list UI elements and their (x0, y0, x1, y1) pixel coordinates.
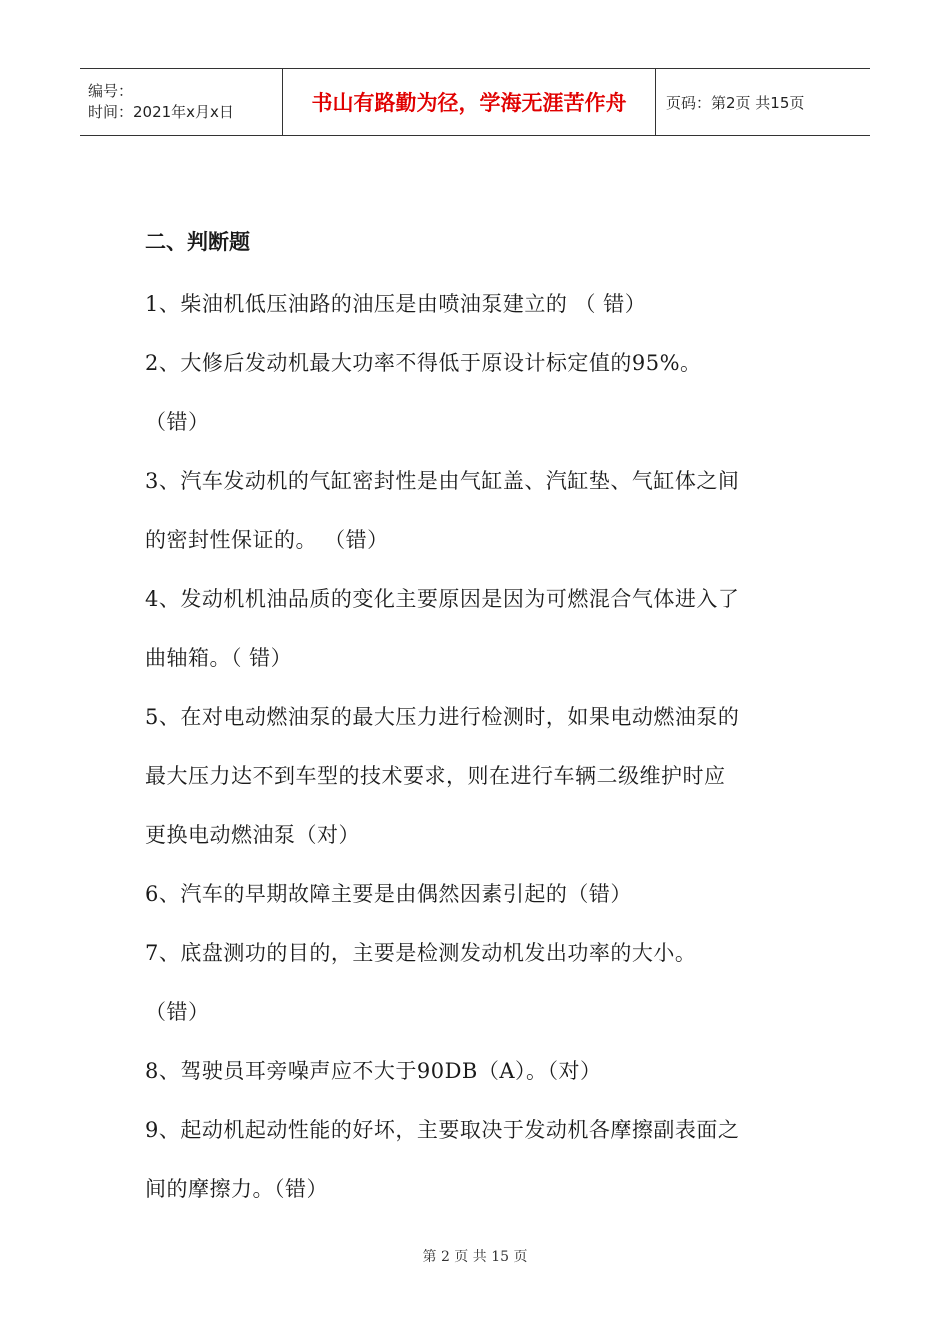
text-line: （错） (145, 1000, 210, 1024)
text-line: （错） (145, 410, 210, 434)
text-line: 2、大修后发动机最大功率不得低于原设计标定值的95%。 (145, 351, 702, 375)
header-page-number: 页码：第2页 共15页 (666, 93, 805, 112)
text-line: 1、柴油机低压油路的油压是由喷油泵建立的 （ 错） (145, 292, 647, 316)
header-time: 时间：2021年x月x日 (88, 103, 234, 121)
text-line: 间的摩擦力。（错） (145, 1177, 328, 1201)
document-body (145, 222, 815, 1219)
page-header (80, 68, 870, 136)
text-line: 曲轴箱。（ 错） (145, 646, 293, 670)
text-line: 更换电动燃油泵（对） (145, 823, 360, 847)
text-line: 4、发动机机油品质的变化主要原因是因为可燃混合气体进入了 (145, 587, 740, 611)
text-line: 7、底盘测功的目的，主要是检测发动机发出功率的大小。 (145, 941, 697, 965)
header-info (80, 69, 282, 135)
header-motto: 书山有路勤为径，学海无涯苦作舟 (282, 69, 656, 135)
text-line: 6、汽车的早期故障主要是由偶然因素引起的（错） (145, 882, 632, 906)
text-line: 的密封性保证的。 （错） (145, 528, 389, 552)
section-title: 二、判断题 (145, 230, 250, 254)
header-number: 编号： (88, 82, 134, 100)
text-line: 8、驾驶员耳旁噪声应不大于90DB（A）。（对） (145, 1059, 602, 1083)
page-footer: 第 2 页 共 15 页 (422, 1249, 528, 1265)
text-line: 3、汽车发动机的气缸密封性是由气缸盖、汽缸垫、气缸体之间 (145, 469, 740, 493)
text-line: 9、起动机起动性能的好坏，主要取决于发动机各摩擦副表面之 (145, 1118, 740, 1142)
text-line: 最大压力达不到车型的技术要求，则在进行车辆二级维护时应 (145, 764, 726, 788)
text-line: 5、在对电动燃油泵的最大压力进行检测时，如果电动燃油泵的 (145, 705, 740, 729)
